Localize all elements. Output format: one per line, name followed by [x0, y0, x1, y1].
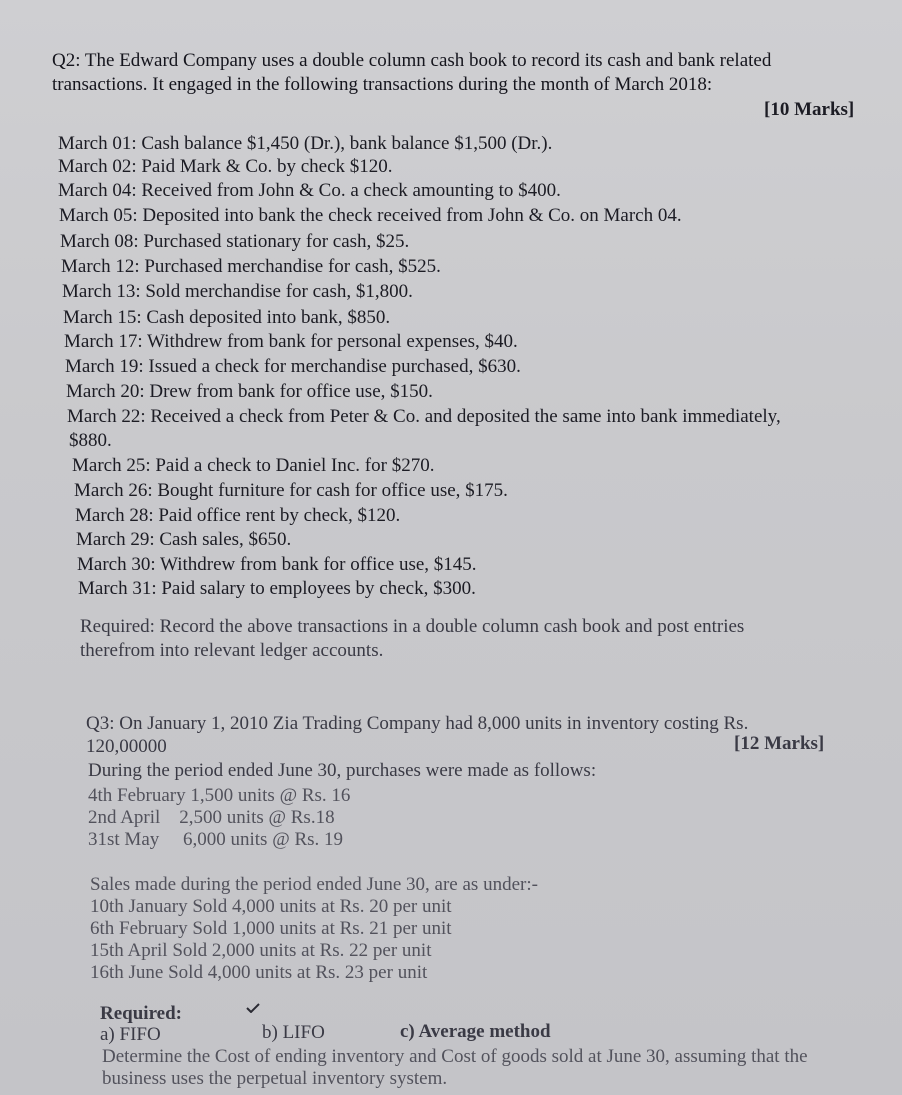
q3-title-line2: 120,00000	[86, 736, 167, 757]
list-item: March 17: Withdrew from bank for personal expenses, $40.	[64, 331, 518, 352]
q3-required-label: Required:	[100, 1003, 182, 1024]
q2-required-line2: therefrom into relevant ledger accounts.	[80, 640, 384, 661]
list-item: 16th June Sold 4,000 units at Rs. 23 per unit	[90, 962, 428, 983]
q3-option-a: a) FIFO	[100, 1024, 161, 1045]
list-item: 2nd April 2,500 units @ Rs.18	[88, 807, 335, 828]
list-item: 4th February 1,500 units @ Rs. 16	[88, 785, 351, 806]
list-item: 10th January Sold 4,000 units at Rs. 20 per unit	[90, 896, 452, 917]
list-item: 15th April Sold 2,000 units at Rs. 22 per unit	[90, 940, 432, 961]
list-item: March 08: Purchased stationary for cash, $25.	[60, 231, 410, 252]
q2-title-line1: Q2: The Edward Company uses a double column cash book to record its cash and bank related	[52, 50, 772, 71]
q3-sales-intro: Sales made during the period ended June 30, are as under:-	[90, 874, 538, 895]
list-item: 31st May 6,000 units @ Rs. 19	[88, 829, 344, 850]
list-item: March 26: Bought furniture for cash for office use, $175.	[74, 480, 508, 501]
list-item: March 01: Cash balance $1,450 (Dr.), bank balance $1,500 (Dr.).	[58, 133, 553, 154]
list-item: March 30: Withdrew from bank for office use, $145.	[77, 554, 477, 575]
q3-option-c: c) Average method	[400, 1021, 551, 1042]
list-item: March 20: Drew from bank for office use, $150.	[66, 381, 433, 402]
q3-determine-line1: Determine the Cost of ending inventory and Cost of goods sold at June 30, assuming that the	[102, 1046, 808, 1067]
q3-option-b: b) LIFO	[262, 1022, 325, 1043]
list-item: March 15: Cash deposited into bank, $850.	[63, 307, 391, 328]
tick-mark-icon	[246, 1003, 260, 1013]
list-item: $880.	[69, 430, 112, 451]
q3-marks: [12 Marks]	[734, 733, 825, 754]
list-item: March 02: Paid Mark & Co. by check $120.	[58, 156, 393, 177]
q2-required-line1: Required: Record the above transactions in a double column cash book and post entries	[80, 616, 745, 637]
list-item: March 29: Cash sales, $650.	[76, 529, 292, 550]
list-item: March 05: Deposited into bank the check received from John & Co. on March 04.	[59, 205, 682, 226]
list-item: March 28: Paid office rent by check, $120.	[75, 505, 401, 526]
list-item: 6th February Sold 1,000 units at Rs. 21 per unit	[90, 918, 452, 939]
list-item: March 04: Received from John & Co. a check amounting to $400.	[58, 180, 561, 201]
list-item: March 31: Paid salary to employees by check, $300.	[78, 578, 476, 599]
q2-marks: [10 Marks]	[764, 99, 855, 120]
q3-determine-line2: business uses the perpetual inventory system.	[102, 1068, 448, 1089]
list-item: March 12: Purchased merchandise for cash, $525.	[61, 256, 441, 277]
q3-title-line1: Q3: On January 1, 2010 Zia Trading Company had 8,000 units in inventory costing Rs.	[86, 713, 749, 734]
list-item: March 22: Received a check from Peter & Co. and deposited the same into bank immediately,	[67, 406, 781, 427]
q2-title-line2: transactions. It engaged in the following transactions during the month of March 2018:	[52, 74, 713, 95]
q3-purchases-intro: During the period ended June 30, purchases were made as follows:	[88, 760, 597, 781]
list-item: March 25: Paid a check to Daniel Inc. for $270.	[72, 455, 435, 476]
list-item: March 13: Sold merchandise for cash, $1,800.	[62, 281, 413, 302]
list-item: March 19: Issued a check for merchandise purchased, $630.	[65, 356, 521, 377]
